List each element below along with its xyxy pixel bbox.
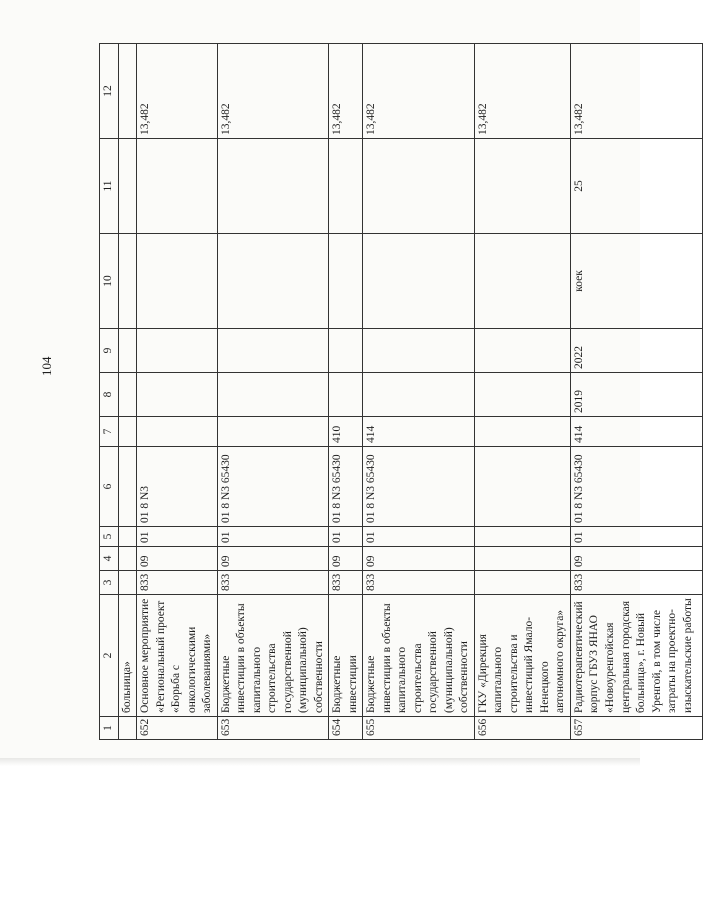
table-cell-col-2: ГКУ «Дирекция капитального строительства и инвестиций Ямало-Ненецкого автономного округа» xyxy=(474,595,570,717)
table-cell-col-6: 01 8 N3 65430 xyxy=(329,447,363,527)
table-cell-col-2: Бюджетные инвестиции в объекты капитального строительства государственной (муниципальной) собственности xyxy=(217,595,329,717)
table-cell-col-2: больница» xyxy=(118,595,137,717)
table-cell-col-2: Бюджетные инвестиции в объекты капитального строительства государственной (муниципальной) собственности xyxy=(363,595,475,717)
table-cell-col-9: 2022 xyxy=(570,329,702,373)
header-cell: 6 xyxy=(100,447,119,527)
table-cell-col-6 xyxy=(118,447,137,527)
table-cell-col-2: Радиотерапевтический корпус ГБУЗ ЯНАО «Новоуренгойская центральная городская больница», г. Новый Уренгой, в том числе затраты на проектно-изыскательские работы xyxy=(570,595,702,717)
table-cell-col-3: 833 xyxy=(570,571,702,595)
table-cell-col-5: 01 xyxy=(570,527,702,547)
table-cell-col-3: 833 xyxy=(137,571,218,595)
table-cell-col-12: 13,482 xyxy=(217,44,329,139)
table-cell-col-11 xyxy=(217,139,329,234)
table-cell-col-12 xyxy=(118,44,137,139)
table-row xyxy=(118,44,137,740)
header-cell: 12 xyxy=(100,44,119,139)
table-header-row xyxy=(100,44,119,740)
table-cell-col-11 xyxy=(118,139,137,234)
header-cell: 8 xyxy=(100,373,119,417)
table-cell-col-7 xyxy=(217,417,329,447)
table-cell-col-5: 01 xyxy=(363,527,475,547)
table-cell-col-10 xyxy=(137,234,218,329)
table-cell-col-7 xyxy=(118,417,137,447)
table-cell-col-11 xyxy=(474,139,570,234)
table-cell-col-4: 09 xyxy=(217,547,329,571)
table-cell-col-4 xyxy=(474,547,570,571)
table-cell-col-8 xyxy=(329,373,363,417)
rotated-table-container xyxy=(99,44,694,740)
header-cell: 7 xyxy=(100,417,119,447)
table-cell-col-12: 13,482 xyxy=(363,44,475,139)
table-cell-col-1: 652 xyxy=(137,717,218,740)
table-cell-col-8 xyxy=(118,373,137,417)
table-cell-col-5 xyxy=(474,527,570,547)
scan-edge xyxy=(0,758,640,766)
table-cell-col-8 xyxy=(363,373,475,417)
table-row xyxy=(137,44,218,740)
table-cell-col-11: 25 xyxy=(570,139,702,234)
table-cell-col-9 xyxy=(474,329,570,373)
table-cell-col-7: 414 xyxy=(363,417,475,447)
table-cell-col-5: 01 xyxy=(217,527,329,547)
table-cell-col-6: 01 8 N3 65430 xyxy=(570,447,702,527)
table-cell-col-1: 657 xyxy=(570,717,702,740)
table-row xyxy=(217,44,329,740)
table-cell-col-9 xyxy=(329,329,363,373)
table-cell-col-6: 01 8 N3 xyxy=(137,447,218,527)
header-cell: 1 xyxy=(100,717,119,740)
header-cell: 2 xyxy=(100,595,119,717)
table-cell-col-5: 01 xyxy=(329,527,363,547)
table-cell-col-9 xyxy=(363,329,475,373)
table-row xyxy=(570,44,702,740)
table-cell-col-7 xyxy=(137,417,218,447)
table-cell-col-7: 414 xyxy=(570,417,702,447)
header-cell: 5 xyxy=(100,527,119,547)
table-cell-col-12: 13,482 xyxy=(474,44,570,139)
table-cell-col-10 xyxy=(363,234,475,329)
table-cell-col-11 xyxy=(137,139,218,234)
table-cell-col-12: 13,482 xyxy=(137,44,218,139)
table-cell-col-10: коек xyxy=(570,234,702,329)
table-cell-col-6: 01 8 N3 65430 xyxy=(363,447,475,527)
table-cell-col-1: 656 xyxy=(474,717,570,740)
table-cell-col-5 xyxy=(118,527,137,547)
table-cell-col-3: 833 xyxy=(363,571,475,595)
table-cell-col-12: 13,482 xyxy=(570,44,702,139)
table-cell-col-12: 13,482 xyxy=(329,44,363,139)
table-cell-col-1: 654 xyxy=(329,717,363,740)
header-cell: 9 xyxy=(100,329,119,373)
header-cell: 11 xyxy=(100,139,119,234)
table-cell-col-9 xyxy=(137,329,218,373)
table-cell-col-10 xyxy=(217,234,329,329)
table-cell-col-11 xyxy=(329,139,363,234)
table-cell-col-3: 833 xyxy=(329,571,363,595)
table-cell-col-1 xyxy=(118,717,137,740)
budget-table xyxy=(99,43,703,740)
table-cell-col-9 xyxy=(118,329,137,373)
table-cell-col-4: 09 xyxy=(363,547,475,571)
table-row xyxy=(363,44,475,740)
table-cell-col-2: Основное мероприятие «Региональный проект «Борьба с онкологическими заболеваниями» xyxy=(137,595,218,717)
table-cell-col-5: 01 xyxy=(137,527,218,547)
table-cell-col-1: 653 xyxy=(217,717,329,740)
table-cell-col-8 xyxy=(137,373,218,417)
table-cell-col-4: 09 xyxy=(137,547,218,571)
table-cell-col-2: Бюджетные инвестиции xyxy=(329,595,363,717)
table-cell-col-4: 09 xyxy=(570,547,702,571)
table-cell-col-7: 410 xyxy=(329,417,363,447)
table-cell-col-9 xyxy=(217,329,329,373)
table-cell-col-4 xyxy=(118,547,137,571)
table-row xyxy=(474,44,570,740)
header-cell: 3 xyxy=(100,571,119,595)
table-cell-col-7 xyxy=(474,417,570,447)
table-cell-col-10 xyxy=(118,234,137,329)
table-cell-col-8 xyxy=(474,373,570,417)
table-cell-col-8: 2019 xyxy=(570,373,702,417)
table-cell-col-10 xyxy=(474,234,570,329)
table-cell-col-3: 833 xyxy=(217,571,329,595)
table-cell-col-4: 09 xyxy=(329,547,363,571)
table-cell-col-8 xyxy=(217,373,329,417)
header-cell: 10 xyxy=(100,234,119,329)
table-cell-col-6 xyxy=(474,447,570,527)
table-cell-col-1: 655 xyxy=(363,717,475,740)
page-number: 104 xyxy=(39,356,54,376)
table-cell-col-10 xyxy=(329,234,363,329)
table-cell-col-11 xyxy=(363,139,475,234)
table-cell-col-3 xyxy=(118,571,137,595)
table-row xyxy=(329,44,363,740)
table-cell-col-3 xyxy=(474,571,570,595)
table-cell-col-6: 01 8 N3 65430 xyxy=(217,447,329,527)
header-cell: 4 xyxy=(100,547,119,571)
